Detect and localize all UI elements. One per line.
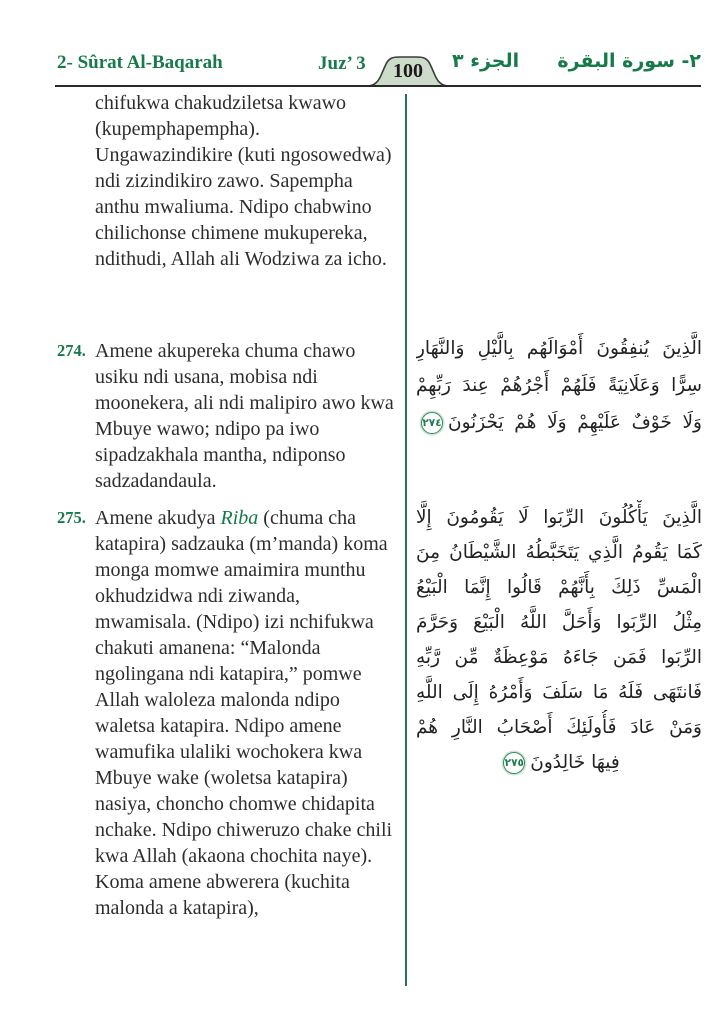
riba-term: Riba	[220, 507, 259, 529]
juz-label-arabic: الجزء ٣	[452, 50, 520, 72]
surah-title-arabic: ٢- سورة البقرة	[557, 50, 701, 72]
translation-continuation	[57, 90, 398, 272]
arabic-line: الَّذِينَ يُنفِقُونَ أَمْوَالَهُم بِالَّيْلِ وَالنَّهَارِ	[416, 338, 702, 359]
surah-title-latin: 2- Sûrat Al-Baqarah	[57, 52, 223, 73]
verse-275-text-after-riba: (chuma cha katapira) sadzauka (m’manda) koma monga momwe amaimira munthu okhudzidwa ndi ziwanda, mwamisala. (Ndipo) izi nchifukwa chakuti amanena: “Malonda ngolingana ndi katapira,” pomwe Allah waloleza malonda ndipo waletsa katapira. Ndipo amene wamufika ulaliki wochokera kwa Mbuye wake (woletsa katapira) nasiya, choncho chomwe chidapita nchake. Ndipo chiweruzo chake chili kwa Allah (akaona chochita naye). Koma amene abwerera (kuchita malonda a katapira),	[95, 507, 393, 919]
arabic-line: فَانتَهَى فَلَهُ مَا سَلَفَ وَأَمْرُهُ إِلَى اللَّهِ	[416, 682, 702, 703]
verse-275-text-before-riba: Amene akudya	[95, 507, 221, 529]
verse-end-rosette-icon: ٢٧٤	[421, 412, 443, 434]
arabic-line: الْمَسِّ ذَلِكَ بِأَنَّهُمْ قَالُوا إِنَّمَا الْبَيْعُ	[416, 577, 702, 598]
arabic-verse-274	[416, 330, 702, 441]
arabic-line: الَّذِينَ يَأْكُلُونَ الرِّبَوا لَا يَقُومُونَ إِلَّا	[416, 507, 702, 528]
arabic-line	[416, 745, 702, 780]
arabic-line: مِثْلُ الرِّبَوا وَأَحَلَّ اللَّهُ الْبَيْعَ وَحَرَّمَ	[416, 612, 702, 633]
page-number: 100	[393, 60, 423, 82]
translation-verse-275-text	[95, 505, 398, 921]
arabic-line: وَمَنْ عَادَ فَأُولَئِكَ أَصْحَابُ النَّارِ هُمْ	[416, 717, 702, 738]
arabic-verse-275	[416, 500, 702, 780]
column-divider	[405, 94, 407, 986]
translation-continuation-text: chifukwa chakudziletsa kwawo (kupemphapempha). Ungawazindikire (kuti ngosowedwa) ndi zizindikiro zawo. Sapempha anthu mwaliuma. Ndipo chabwino chilichonse chimene mukupereka, ndithudi, Allah ali Wodziwa za icho.	[95, 92, 392, 270]
arabic-line-text: وَلَا خَوْفٌ عَلَيْهِمْ وَلَا هُمْ يَحْزَنُونَ	[448, 412, 702, 433]
arabic-line-text: فِيهَا خَالِدُونَ	[530, 752, 620, 773]
arabic-line: كَمَا يَقُومُ الَّذِي يَتَخَبَّطُهُ الشَّيْطَانُ مِنَ	[416, 542, 702, 563]
translation-verse-275	[57, 505, 398, 921]
header-rule	[55, 85, 701, 87]
translation-verse-274	[57, 338, 398, 494]
translation-verse-274-text: Amene akupereka chuma chawo usiku ndi usana, mobisa ndi moonekera, ali ndi malipiro awo kwa Mbuye wawo; ndipo pa iwo sipadzakhala mantha, ndiponso sadzadandaula.	[95, 340, 394, 492]
arabic-line	[416, 404, 702, 441]
arabic-line: سِرًّا وَعَلَانِيَةً فَلَهُمْ أَجْرُهُمْ عِندَ رَبِّهِمْ	[416, 375, 702, 396]
juz-label-latin: Juz’ 3	[318, 53, 366, 74]
arabic-line: الرِّبَوا فَمَن جَاءَهُ مَوْعِظَةٌ مِّن رَّبِّهِ	[416, 647, 702, 668]
verse-end-rosette-icon: ٢٧٥	[503, 752, 525, 774]
verse-number-275: 275.	[57, 508, 86, 527]
verse-number-274: 274.	[57, 341, 86, 360]
